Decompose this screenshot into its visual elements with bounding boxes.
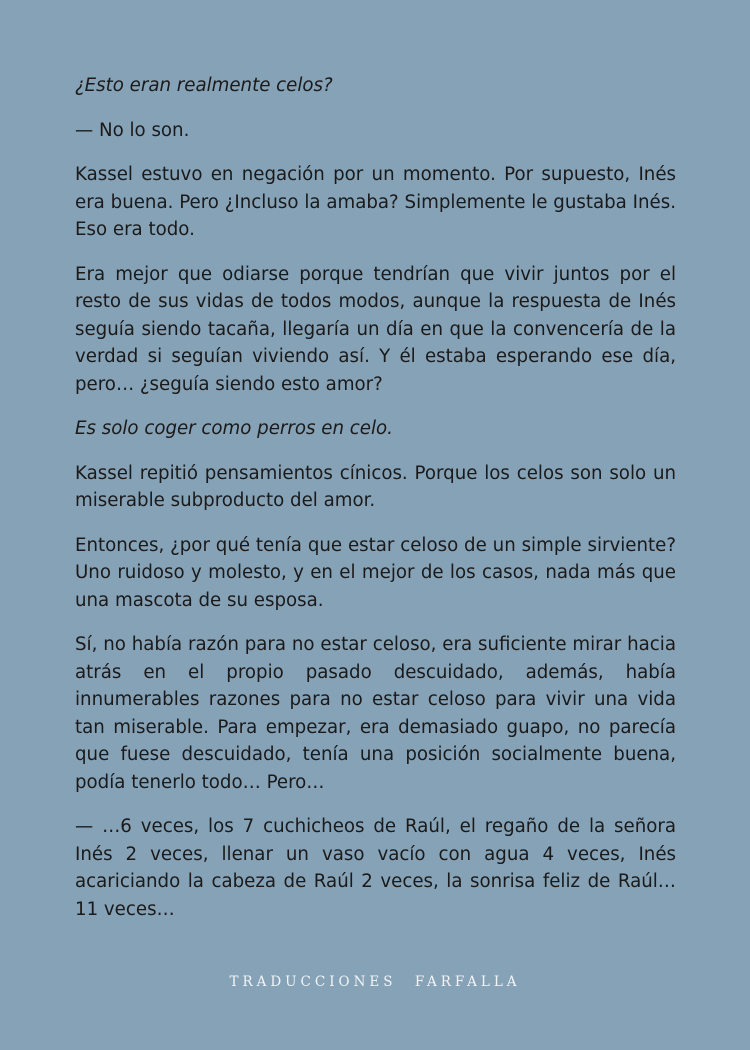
paragraph-1: ¿Esto eran realmente celos?	[75, 75, 333, 96]
paragraph-2: — No lo son.	[75, 119, 190, 141]
paragraph-5: Es solo coger como perros en celo.	[75, 418, 393, 439]
paragraph-8: Sí, no había razón para no estar celoso, era suficiente mirar hacia atrás en el propio pasado descuidado, además, había innumerables razones para no estar celoso para vivir una vida tan miserable. Para empezar, era demasiado guapo, no parecía que fuese descuidado, tenía una posición socialmente buena, podía tenerlo todo… Pero…	[75, 634, 676, 793]
paragraph-3: Kassel estuvo en negación por un momento. Por supuesto, Inés era buena. Pero ¿Incluso la amaba? Simplemente le gustaba Inés. Eso era todo.	[75, 164, 676, 240]
paragraph-6: Kassel repitió pensamientos cínicos. Porque los celos son solo un miserable subproducto del amor.	[75, 462, 676, 511]
page-body	[75, 72, 676, 940]
footer-credit: TRADUCCIONES FARFALLA	[229, 974, 521, 990]
paragraph-4: Era mejor que odiarse porque tendrían que vivir juntos por el resto de sus vidas de todos modos, aunque la respuesta de Inés seguía siendo tacaña, llegaría un día en que la convencería de la verdad si seguían viviendo así. Y él estaba esperando ese día, pero… ¿seguía siendo esto amor?	[75, 263, 676, 395]
paragraph-9: — …6 veces, los 7 cuchicheos de Raúl, el regaño de la señora Inés 2 veces, llenar un vaso vacío con agua 4 veces, Inés acariciando la cabeza de Raúl 2 veces, la sonrisa feliz de Raúl… 11 veces…	[75, 816, 676, 920]
paragraph-7: Entonces, ¿por qué tenía que estar celoso de un simple sirviente? Uno ruidoso y molesto, y en el mejor de los casos, nada más que una mascota de su esposa.	[75, 534, 676, 611]
